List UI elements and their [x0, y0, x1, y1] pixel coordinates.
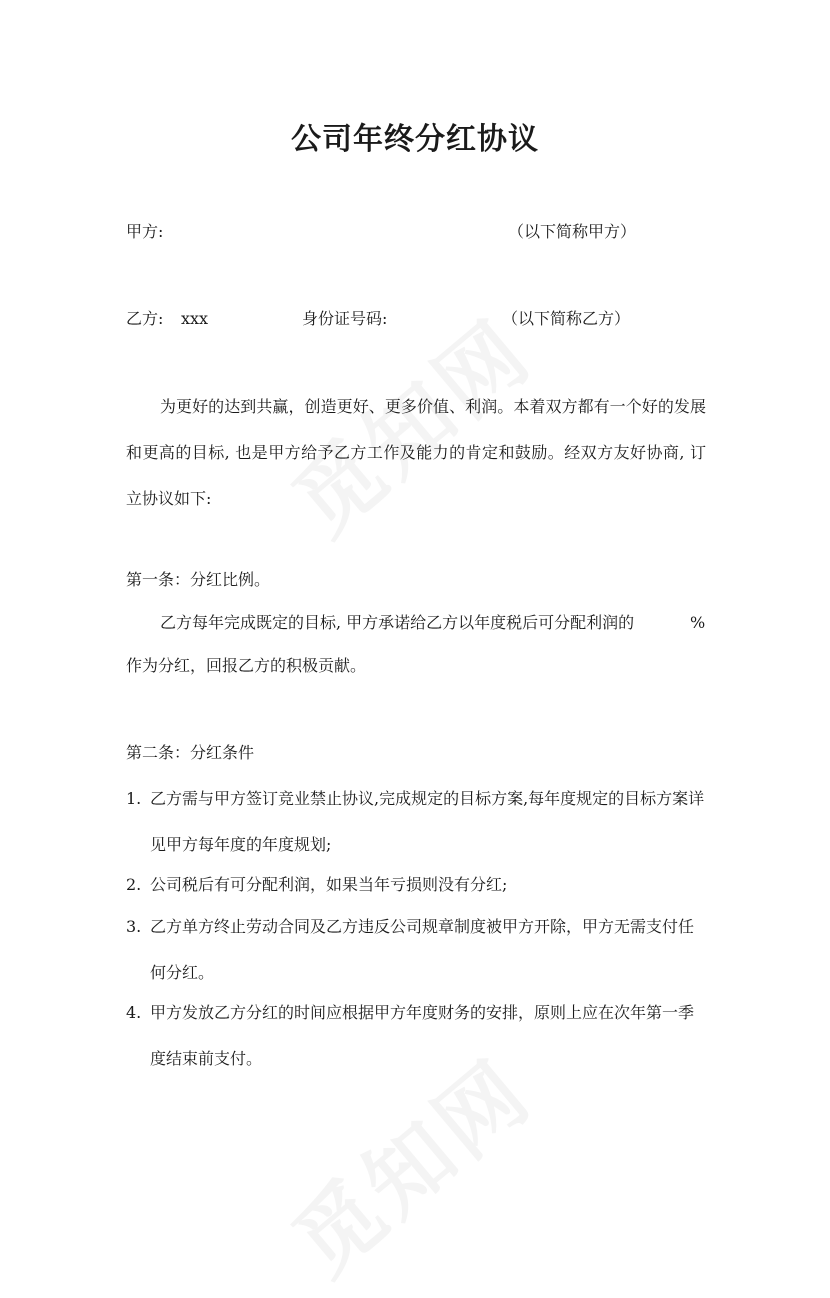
article1-percent: % [690, 613, 706, 632]
article1-body-line1: 乙方每年完成既定的目标, 甲方承诺给乙方以年度税后可分配利润的 [160, 613, 635, 632]
list-item-number: 3. [126, 917, 142, 936]
list-item-number: 2. [126, 875, 142, 894]
party-b-note: （以下简称乙方） [502, 309, 631, 328]
list-item-text: 甲方发放乙方分红的时间应根据甲方年度财务的安排，原则上应在次年第一季度结束前支付。 [150, 1003, 695, 1068]
list-item-number: 4. [126, 1003, 142, 1022]
list-item [126, 862, 708, 908]
party-a-label: 甲方: [126, 222, 164, 241]
party-b-name: xxx [181, 309, 209, 328]
list-item-text: 乙方单方终止劳动合同及乙方违反公司规章制度被甲方开除，甲方无需支付任何分红。 [150, 917, 695, 982]
list-item-number: 1. [126, 789, 142, 808]
article1-heading: 第一条：分红比例。 [126, 570, 271, 589]
party-b-label: 乙方: [126, 309, 164, 328]
article2-heading: 第二条：分红条件 [126, 743, 255, 762]
list-item [126, 904, 708, 996]
list-item-text: 公司税后有可分配利润，如果当年亏损则没有分红; [150, 875, 508, 894]
list-item [126, 776, 708, 868]
party-b-id-label: 身份证号码: [302, 309, 388, 328]
article1-body-line2: 作为分红，回报乙方的积极贡献。 [126, 656, 367, 675]
intro-paragraph: 为更好的达到共赢，创造更好、更多价值、利润。本着双方都有一个好的发展和更高的目标, 也是甲方给予乙方工作及能力的肯定和鼓励。经双方友好协商, 订立协议如下: [126, 397, 706, 508]
list-item-text: 乙方需与甲方签订竞业禁止协议,完成规定的目标方案,每年度规定的目标方案详见甲方每年度的年度规划; [150, 789, 705, 854]
list-item [126, 990, 708, 1082]
document-title: 公司年终分红协议 [291, 122, 539, 157]
party-a-note: （以下简称甲方） [508, 222, 637, 241]
